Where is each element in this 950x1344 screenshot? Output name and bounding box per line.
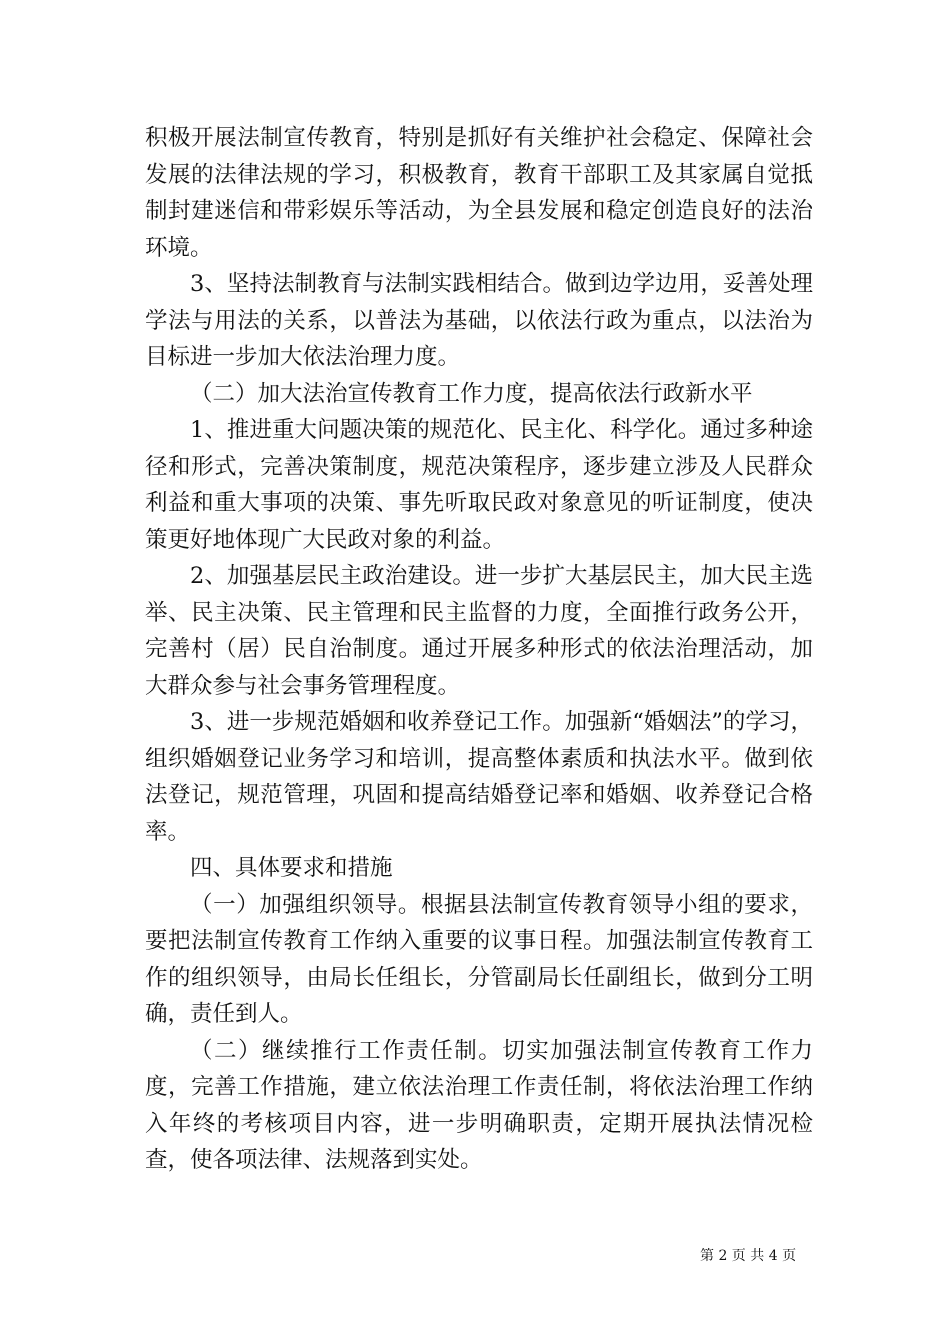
paragraph-responsibility: （二）继续推行工作责任制。切实加强法制宣传教育工作力度，完善工作措施，建立依法治理工作责任制，将依法治理工作纳入年终的考核项目内容，进一步明确职责，定期开展执法情况检查，使各项法律、法规落到实处。 bbox=[145, 1037, 813, 1173]
paragraph-item-3-marriage: 3、进一步规范婚姻和收养登记工作。加强新“婚姻法”的学习，组织婚姻登记业务学习和培训，提高整体素质和执法水平。做到依法登记，规范管理，巩固和提高结婚登记率和婚姻、收养登记合格率。 bbox=[145, 709, 813, 845]
paragraph-item-2-democracy: 2、加强基层民主政治建设。进一步扩大基层民主，加大民主选举、民主决策、民主管理和民主监督的力度，全面推行政务公开，完善村（居）民自治制度。通过开展多种形式的依法治理活动，加大群众参与社会事务管理程度。 bbox=[145, 563, 813, 699]
paragraph-continuation: 积极开展法制宣传教育，特别是抓好有关维护社会稳定、保障社会发展的法律法规的学习，积极教育，教育干部职工及其家属自觉抵制封建迷信和带彩娱乐等活动，为全县发展和稳定创造良好的法治环境。 bbox=[145, 125, 813, 261]
paragraph-item-3-education-practice: 3、坚持法制教育与法制实践相结合。做到边学边用，妥善处理学法与用法的关系，以普法为基础，以依法行政为重点，以法治为目标进一步加大依法治理力度。 bbox=[145, 271, 813, 370]
paragraph-leadership: （一）加强组织领导。根据县法制宣传教育领导小组的要求，要把法制宣传教育工作纳入重要的议事日程。加强法制宣传教育工作的组织领导，由局长任组长，分管副局长任副组长，做到分工明确，责任到人。 bbox=[145, 891, 813, 1027]
document-body bbox=[145, 120, 813, 1179]
page-number: 第 2 页 共 4 页 bbox=[700, 1248, 797, 1264]
section-heading-2: （二）加大法治宣传教育工作力度，提高依法行政新水平 bbox=[190, 380, 753, 407]
section-heading-4: 四、具体要求和措施 bbox=[190, 855, 393, 881]
paragraph-item-1-decision: 1、推进重大问题决策的规范化、民主化、科学化。通过多种途径和形式，完善决策制度，规范决策程序，逐步建立涉及人民群众利益和重大事项的决策、事先听取民政对象意见的听证制度，使决策更好地体现广大民政对象的利益。 bbox=[145, 417, 813, 553]
